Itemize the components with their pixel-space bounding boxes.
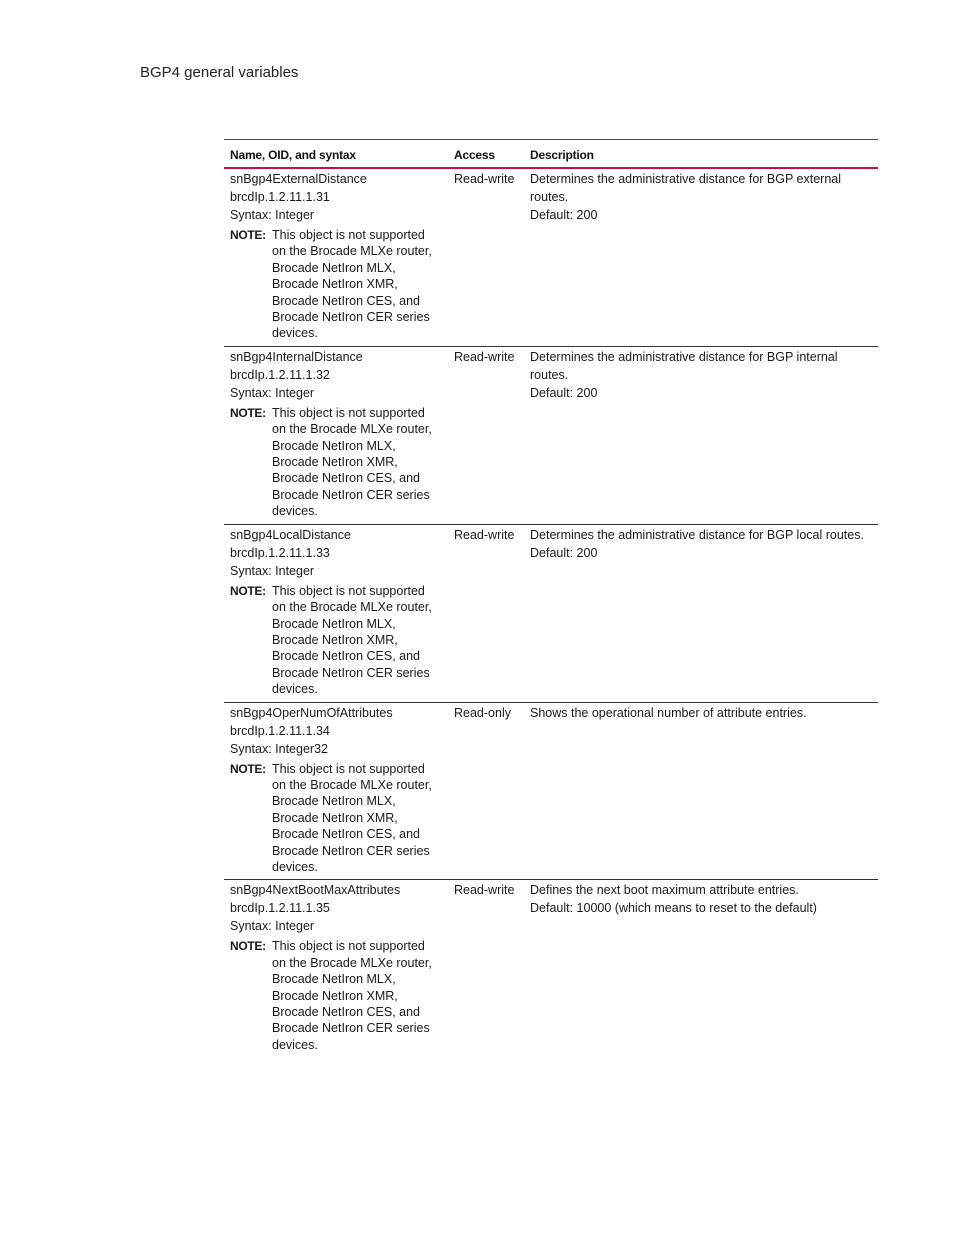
- note-block: [230, 227, 442, 342]
- object-name: snBgp4ExternalDistance: [230, 172, 367, 186]
- object-name: snBgp4LocalDistance: [230, 527, 351, 542]
- description-text: Defines the next boot maximum attribute entries.: [530, 883, 799, 898]
- access-cell: Read-only: [454, 705, 511, 720]
- note-label: NOTE:: [230, 583, 266, 598]
- object-name: snBgp4OperNumOfAttributes: [230, 705, 393, 720]
- note-label: NOTE:: [230, 761, 266, 776]
- name-oid-syntax-cell: [224, 168, 448, 346]
- table-header: [224, 140, 878, 169]
- table-row: [224, 168, 878, 346]
- note-block: [230, 938, 442, 1053]
- object-syntax: Syntax: Integer32: [230, 741, 328, 756]
- note-block: [230, 583, 442, 698]
- table-body: [224, 168, 878, 1057]
- note-block: [230, 761, 442, 876]
- default-value: Default: 200: [530, 545, 598, 560]
- default-value: Default: 10000 (which means to reset to the default): [530, 901, 817, 916]
- mib-object-table: [224, 139, 878, 1057]
- table-row: [224, 880, 878, 1057]
- default-value: Default: 200: [530, 385, 598, 400]
- table-header-row: [224, 140, 878, 169]
- table-row: [224, 346, 878, 524]
- description-cell: [524, 880, 878, 1057]
- description-cell: [524, 524, 878, 702]
- object-oid: brcdIp.1.2.11.1.34: [230, 723, 330, 738]
- object-syntax: Syntax: Integer: [230, 563, 315, 578]
- name-oid-syntax-cell: [224, 702, 448, 880]
- object-syntax: Syntax: Integer: [230, 919, 315, 934]
- column-header-description: Description: [530, 148, 594, 162]
- description-cell: [524, 702, 878, 880]
- name-oid-syntax-cell: [224, 346, 448, 524]
- object-oid: brcdIp.1.2.11.1.35: [230, 901, 330, 916]
- note-text: This object is not supported on the Brocade MLXe router, Brocade NetIron MLX, Brocade NetIron XMR, Brocade NetIron CES, and Brocade NetIron CER series devices.: [272, 228, 432, 341]
- description-cell: [524, 168, 878, 346]
- note-text: This object is not supported on the Brocade MLXe router, Brocade NetIron MLX, Brocade NetIron XMR, Brocade NetIron CES, and Brocade NetIron CER series devices.: [272, 583, 432, 697]
- access-cell: Read-write: [454, 172, 515, 186]
- table-row: [224, 524, 878, 702]
- object-syntax: Syntax: Integer: [230, 208, 315, 222]
- access-cell: Read-write: [454, 349, 515, 364]
- note-label: NOTE:: [230, 405, 266, 420]
- note-text: This object is not supported on the Brocade MLXe router, Brocade NetIron MLX, Brocade NetIron XMR, Brocade NetIron CES, and Brocade NetIron CER series devices.: [272, 939, 432, 1052]
- description-text: Determines the administrative distance for BGP internal routes.: [530, 349, 838, 382]
- description-text: Determines the administrative distance for BGP local routes.: [530, 527, 864, 542]
- access-cell: Read-write: [454, 883, 515, 898]
- note-label: NOTE:: [230, 228, 266, 242]
- note-block: [230, 405, 442, 520]
- table-row: [224, 702, 878, 880]
- running-header: BGP4 general variables: [140, 64, 299, 81]
- description-text: Determines the administrative distance for BGP external routes.: [530, 172, 842, 204]
- object-oid: brcdIp.1.2.11.1.32: [230, 367, 330, 382]
- object-name: snBgp4InternalDistance: [230, 349, 363, 364]
- access-cell: Read-write: [454, 527, 515, 542]
- object-oid: brcdIp.1.2.11.1.33: [230, 545, 330, 560]
- object-oid: brcdIp.1.2.11.1.31: [230, 190, 330, 204]
- name-oid-syntax-cell: [224, 524, 448, 702]
- object-name: snBgp4NextBootMaxAttributes: [230, 883, 401, 898]
- note-text: This object is not supported on the Brocade MLXe router, Brocade NetIron MLX, Brocade NetIron XMR, Brocade NetIron CES, and Brocade NetIron CER series devices.: [272, 761, 432, 874]
- description-cell: [524, 346, 878, 524]
- column-header-access: Access: [454, 148, 495, 162]
- name-oid-syntax-cell: [224, 880, 448, 1057]
- description-text: Shows the operational number of attribute entries.: [530, 705, 807, 720]
- default-value: Default: 200: [530, 208, 598, 222]
- column-header-name: Name, OID, and syntax: [230, 148, 356, 162]
- note-text: This object is not supported on the Brocade MLXe router, Brocade NetIron MLX, Brocade NetIron XMR, Brocade NetIron CES, and Brocade NetIron CER series devices.: [272, 405, 432, 519]
- note-label: NOTE:: [230, 939, 266, 954]
- object-syntax: Syntax: Integer: [230, 385, 315, 400]
